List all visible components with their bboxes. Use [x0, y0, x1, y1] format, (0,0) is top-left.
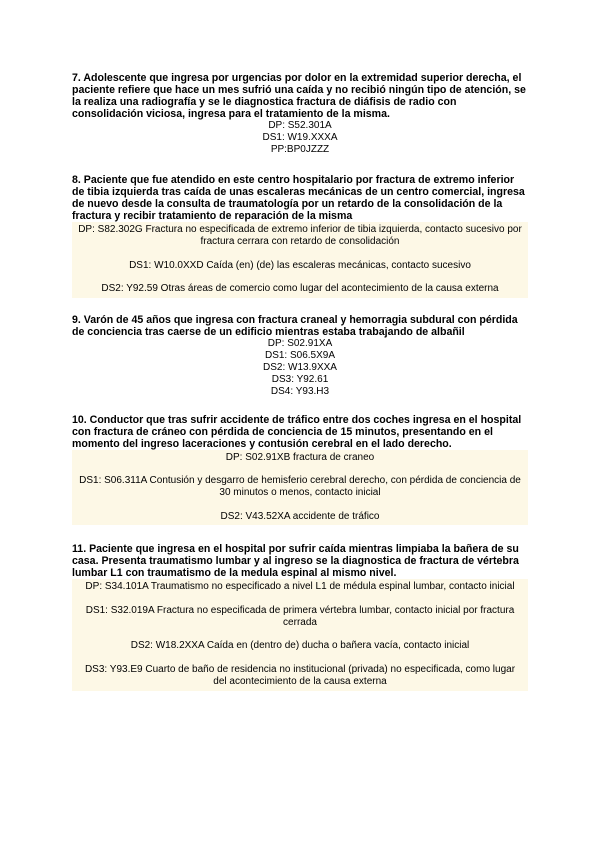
divider — [72, 655, 528, 662]
code-entry: DS3: Y93.E9 Cuarto de baño de residencia no institucional (privada) no especificada, como lugar del acontecimiento de la causa externa — [72, 662, 528, 691]
code-list — [72, 222, 528, 298]
case-question: 9. Varón de 45 años que ingresa con fractura craneal y hemorragia subdural con pérdida de conciencia tras caerse de un edificio mientras estaba trabajando de albañil — [72, 313, 518, 338]
code-entry: DP: S34.101A Traumatismo no especificado a nivel L1 de médula espinal lumbar, contacto inicial — [72, 579, 528, 595]
code-list — [72, 579, 528, 690]
code-entry: DS2: Y92.59 Otras áreas de comercio como lugar del acontecimiento de la causa externa — [72, 281, 528, 297]
code-list — [72, 338, 528, 398]
code-line: PP:BP0JZZZ — [270, 144, 330, 155]
code-entry: DS1: W10.0XXD Caída (en) (de) las escaleras mecánicas, contacto sucesivo — [72, 258, 528, 274]
code-line: DS2: W13.9XXA — [263, 361, 337, 373]
case-question: 8. Paciente que fue atendido en este centro hospitalario por fractura de extremo inferior de tibia izquierda tras caída de unas escaleras mecánicas de un centro comercial, ingresa de nuevo desde la consulta de traumatología por un retardo de la consolidación de la fractura y recibir tratamiento de reparación de la misma — [72, 174, 525, 222]
code-line: DS4: Y93.H3 — [270, 385, 330, 397]
code-line: DS1: W19.XXXA — [262, 132, 338, 143]
code-line: DP: S52.301A — [268, 120, 332, 131]
code-entry: DP: S02.91XB fractura de craneo — [72, 450, 528, 466]
case-question: 7. Adolescente que ingresa por urgencias por dolor en la extremidad superior derecha, el paciente refiere que hace un mes sufrió una caída y no recibió ningún tipo de atención, se la realiza una radiografía y se le diagnostica fractura de diáfisis de radio con consolidación viciosa, ingresa para el tratamiento de la misma. — [72, 72, 526, 120]
code-entry: DS2: V43.52XA accidente de tráfico — [72, 509, 528, 525]
case-7 — [72, 72, 528, 156]
code-entry: DS2: W18.2XXA Caída en (dentro de) ducha o bañera vacía, contacto inicial — [72, 638, 528, 654]
divider — [72, 251, 528, 258]
code-list — [72, 450, 528, 526]
case-9 — [72, 314, 528, 398]
case-question: 10. Conductor que tras sufrir accidente de tráfico entre dos coches ingresa en el hospital con fractura de cráneo con pérdida de conciencia de 15 minutos, presentando en el momento del ingreso laceraciones y contusión cerebral en el lado derecho. — [72, 413, 522, 450]
divider — [72, 274, 528, 281]
divider — [72, 466, 528, 473]
divider — [72, 631, 528, 638]
case-10 — [72, 414, 528, 526]
case-11 — [72, 543, 528, 690]
code-entry: DS1: S32.019A Fractura no especificada de primera vértebra lumbar, contacto inicial por fractura cerrada — [72, 603, 528, 632]
code-line: DS3: Y92.61 — [271, 373, 329, 385]
document-page — [72, 72, 528, 703]
divider — [72, 596, 528, 603]
case-question: 11. Paciente que ingresa en el hospital por sufrir caída mientras limpiaba la bañera de su casa. Presenta traumatismo lumbar y al ingreso se la diagnostica de fractura de vértebra lumbar L1 con traumatismo de la medula espinal al mismo nivel. — [72, 543, 519, 580]
code-list — [72, 120, 528, 156]
code-entry: DP: S82.302G Fractura no especificada de extremo inferior de tibia izquierda, contacto sucesivo por fractura cerrara con retardo de consolidación — [72, 222, 528, 251]
code-line: DP: S02.91XA — [267, 337, 333, 349]
code-line: DS1: S06.5X9A — [264, 349, 336, 361]
case-8 — [72, 174, 528, 298]
code-entry: DS1: S06.311A Contusión y desgarro de hemisferio cerebral derecho, con pérdida de conciencia de 30 minutos o menos, contacto inicial — [72, 473, 528, 502]
divider — [72, 502, 528, 509]
